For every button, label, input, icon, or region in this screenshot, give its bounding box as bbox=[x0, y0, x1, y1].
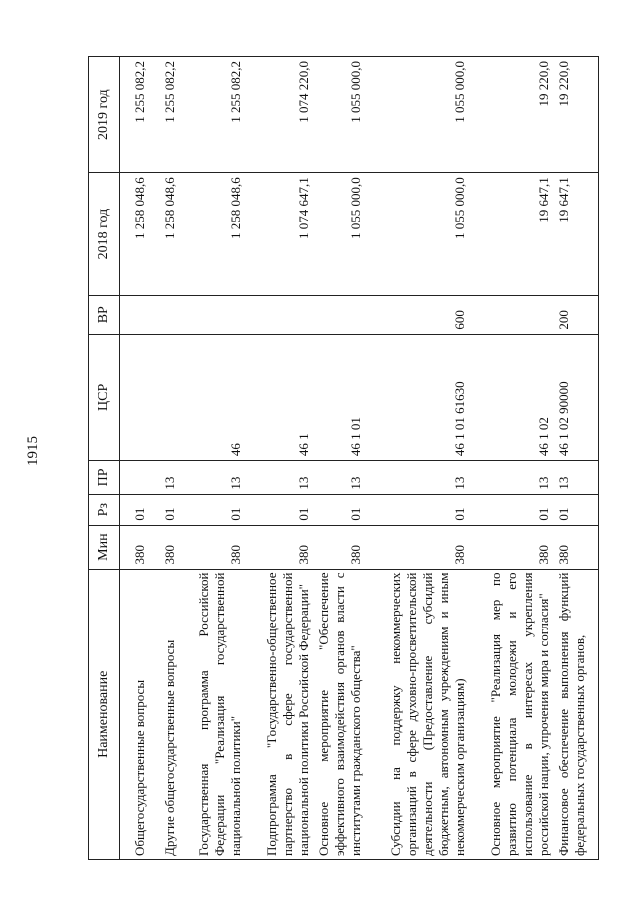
table-row bbox=[366, 57, 470, 860]
row-pr: 13 bbox=[314, 461, 366, 495]
header-2019: 2019 год bbox=[89, 57, 120, 173]
row-rz: 01 bbox=[120, 494, 151, 525]
table-row bbox=[314, 57, 366, 860]
row-2018: 1 258 048,6 bbox=[150, 173, 180, 296]
row-min: 380 bbox=[150, 525, 180, 569]
row-2018: 19 647,1 bbox=[554, 173, 599, 296]
row-min: 380 bbox=[554, 525, 599, 569]
row-rz: 01 bbox=[180, 494, 246, 525]
row-min: 380 bbox=[120, 525, 151, 569]
row-rz: 01 bbox=[314, 494, 366, 525]
row-min: 380 bbox=[246, 525, 314, 569]
row-rz: 01 bbox=[554, 494, 599, 525]
row-name: Государственная программа Российской Федерации "Реализация государственной национальной политики" bbox=[180, 569, 246, 859]
table-row bbox=[180, 57, 246, 860]
row-pr: 13 bbox=[470, 461, 554, 495]
header-rz: Рз bbox=[89, 494, 120, 525]
rotated-page-content bbox=[88, 56, 587, 860]
row-vr bbox=[314, 295, 366, 334]
row-name: Основное мероприятие "Реализация мер по развитию потенциала молодежи и его использование в интересах укрепления российской нации, упрочения мира и согласия" bbox=[470, 569, 554, 859]
row-rz: 01 bbox=[150, 494, 180, 525]
row-pr: 13 bbox=[554, 461, 599, 495]
row-2018: 1 055 000,0 bbox=[366, 173, 470, 296]
row-pr bbox=[120, 461, 151, 495]
row-2018: 1 055 000,0 bbox=[314, 173, 366, 296]
row-2019: 1 055 000,0 bbox=[314, 57, 366, 173]
row-vr bbox=[246, 295, 314, 334]
row-csr: 46 bbox=[180, 334, 246, 461]
header-min: Мин bbox=[89, 525, 120, 569]
row-min: 380 bbox=[470, 525, 554, 569]
row-csr bbox=[150, 334, 180, 461]
table-row bbox=[470, 57, 554, 860]
row-csr bbox=[120, 334, 151, 461]
row-name: Общегосударственные вопросы bbox=[120, 569, 151, 859]
row-2019: 1 255 082,2 bbox=[180, 57, 246, 173]
header-csr: ЦСР bbox=[89, 334, 120, 461]
row-2018: 19 647,1 bbox=[470, 173, 554, 296]
row-name: Подпрограмма "Государственно-общественное партнерство в сфере государственной национальной политики Российской Федерации" bbox=[246, 569, 314, 859]
budget-table bbox=[88, 56, 599, 860]
row-pr: 13 bbox=[180, 461, 246, 495]
row-vr bbox=[150, 295, 180, 334]
row-2019: 1 255 082,2 bbox=[150, 57, 180, 173]
row-pr: 13 bbox=[246, 461, 314, 495]
table-row bbox=[150, 57, 180, 860]
table-row bbox=[554, 57, 599, 860]
row-min: 380 bbox=[366, 525, 470, 569]
table-row bbox=[246, 57, 314, 860]
row-2018: 1 258 048,6 bbox=[180, 173, 246, 296]
row-rz: 01 bbox=[470, 494, 554, 525]
row-2019: 1 255 082,2 bbox=[120, 57, 151, 173]
row-rz: 01 bbox=[366, 494, 470, 525]
table-header-row bbox=[89, 57, 120, 860]
row-name: Другие общегосударственные вопросы bbox=[150, 569, 180, 859]
row-2018: 1 258 048,6 bbox=[120, 173, 151, 296]
row-name: Основное мероприятие "Обеспечение эффективного взаимодействия органов власти с институтами гражданского общества" bbox=[314, 569, 366, 859]
row-rz: 01 bbox=[246, 494, 314, 525]
row-name: Субсидии на поддержку некоммерческих организаций в сфере духовно-просветительской деятельности (Предоставление субсидий бюджетным, автономным учреждениям и иным некоммерческим организациям) bbox=[366, 569, 470, 859]
row-pr: 13 bbox=[366, 461, 470, 495]
row-csr: 46 1 01 61630 bbox=[366, 334, 470, 461]
header-name: Наименование bbox=[89, 569, 120, 859]
header-pr: ПР bbox=[89, 461, 120, 495]
row-vr: 600 bbox=[366, 295, 470, 334]
row-vr: 200 bbox=[554, 295, 599, 334]
row-name: Финансовое обеспечение выполнения функций федеральных государственных органов, bbox=[554, 569, 599, 859]
row-csr: 46 1 01 bbox=[314, 334, 366, 461]
row-2019: 19 220,0 bbox=[470, 57, 554, 173]
header-2018: 2018 год bbox=[89, 173, 120, 296]
row-csr: 46 1 02 bbox=[470, 334, 554, 461]
row-2019: 19 220,0 bbox=[554, 57, 599, 173]
row-2019: 1 074 220,0 bbox=[246, 57, 314, 173]
row-vr bbox=[120, 295, 151, 334]
row-min: 380 bbox=[314, 525, 366, 569]
row-2018: 1 074 647,1 bbox=[246, 173, 314, 296]
row-2019: 1 055 000,0 bbox=[366, 57, 470, 173]
row-min: 380 bbox=[180, 525, 246, 569]
row-vr bbox=[470, 295, 554, 334]
row-vr bbox=[180, 295, 246, 334]
table-row bbox=[120, 57, 151, 860]
page-number: 1915 bbox=[25, 436, 41, 466]
row-csr: 46 1 bbox=[246, 334, 314, 461]
header-vr: ВР bbox=[89, 295, 120, 334]
row-pr: 13 bbox=[150, 461, 180, 495]
row-csr: 46 1 02 90000 bbox=[554, 334, 599, 461]
